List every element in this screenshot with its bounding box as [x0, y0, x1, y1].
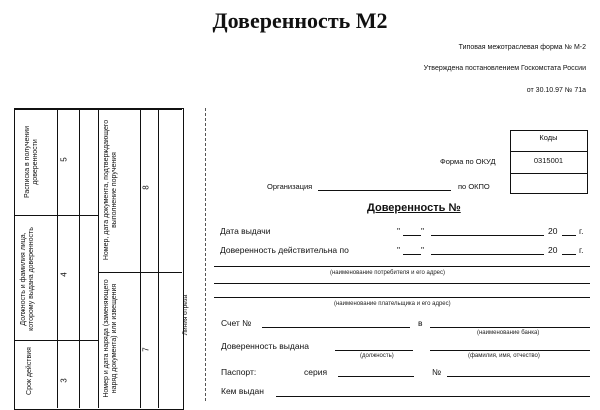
- passport-number-label: №: [432, 367, 442, 377]
- full-name-field[interactable]: [430, 350, 590, 351]
- valid-until-label: Доверенность действительна по: [220, 245, 349, 255]
- issued-to-label: Доверенность выдана: [221, 341, 309, 351]
- passport-series-label: серия: [304, 367, 328, 377]
- payer-field[interactable]: [214, 297, 590, 298]
- doc-title: Доверенность №: [367, 202, 461, 214]
- cut-line-label: Линия отреза: [182, 294, 189, 336]
- position-field[interactable]: [335, 350, 413, 351]
- valid-day-field[interactable]: [403, 254, 421, 255]
- approved-date-text: от 30.10.97 № 71а: [526, 87, 586, 94]
- position-hint: (должность): [360, 353, 394, 359]
- account-field[interactable]: [262, 327, 410, 328]
- issue-year-field[interactable]: [562, 235, 576, 236]
- stub-num-7: 7: [141, 347, 151, 352]
- valid-year-suffix: г.: [579, 245, 584, 255]
- stub-col1-label: Распиcка в получении доверенности: [24, 125, 39, 199]
- full-name-hint: (фамилия, имя, отчество): [468, 353, 540, 359]
- issue-date-label: Дата выдачи: [220, 226, 271, 236]
- passport-label: Паспорт:: [221, 367, 257, 377]
- cut-line: [205, 108, 206, 401]
- okpo-label: по ОКПО: [458, 182, 490, 191]
- issued-by-label: Кем выдан: [221, 386, 264, 396]
- org-field[interactable]: [318, 190, 451, 191]
- issued-by-field[interactable]: [276, 396, 590, 397]
- stub-num-3: 3: [59, 378, 69, 383]
- valid-date-quote-close: ": [421, 245, 425, 255]
- codes-header: Коды: [539, 133, 558, 142]
- consumer-hint: (наименование потребителя и его адрес): [330, 270, 445, 276]
- org-label: Организация: [267, 182, 313, 191]
- stub-num-5: 5: [59, 157, 69, 162]
- issue-year-suffix: г.: [579, 226, 584, 236]
- stub-num-8: 8: [141, 185, 151, 190]
- bank-hint: (наименование банка): [477, 330, 540, 336]
- stub-col3-label: Номер, дата документа, подтверждающего выполнение поручения: [103, 119, 118, 261]
- issue-date-quote-close: ": [421, 226, 425, 236]
- okud-label: Форма по ОКУД: [440, 157, 496, 166]
- issue-date-quote-open: ": [397, 226, 401, 236]
- valid-month-field[interactable]: [431, 254, 544, 255]
- consumer-field-2[interactable]: [214, 283, 590, 284]
- stub-col4-label: Номер и дата наряда (заменяющего наряд документа) или извещения: [103, 279, 118, 398]
- stub-col2-label: Должность и фамилия лица, которому выдана доверенность: [20, 227, 35, 331]
- passport-series-field[interactable]: [338, 376, 414, 377]
- payer-hint: (наименование плательщика и его адрес): [334, 301, 451, 307]
- valid-year-prefix: 20: [548, 245, 558, 255]
- consumer-field[interactable]: [214, 266, 590, 267]
- stub-num-4: 4: [59, 272, 69, 277]
- account-label: Счет №: [221, 318, 252, 328]
- stub-col5-label: Срок действия: [26, 347, 33, 395]
- valid-date-quote-open: ": [397, 245, 401, 255]
- issue-day-field[interactable]: [403, 235, 421, 236]
- bank-field[interactable]: [430, 327, 590, 328]
- form-type-text: Типовая межотраслевая форма № М-2: [458, 44, 586, 51]
- account-in-label: в: [418, 318, 423, 328]
- okud-value: 0315001: [533, 156, 564, 165]
- issue-month-field[interactable]: [431, 235, 544, 236]
- valid-year-field[interactable]: [562, 254, 576, 255]
- page-title: Доверенность М2: [212, 8, 388, 33]
- issue-year-prefix: 20: [548, 226, 558, 236]
- passport-number-field[interactable]: [447, 376, 590, 377]
- approved-text: Утверждена постановлением Госкомстата России: [423, 65, 586, 72]
